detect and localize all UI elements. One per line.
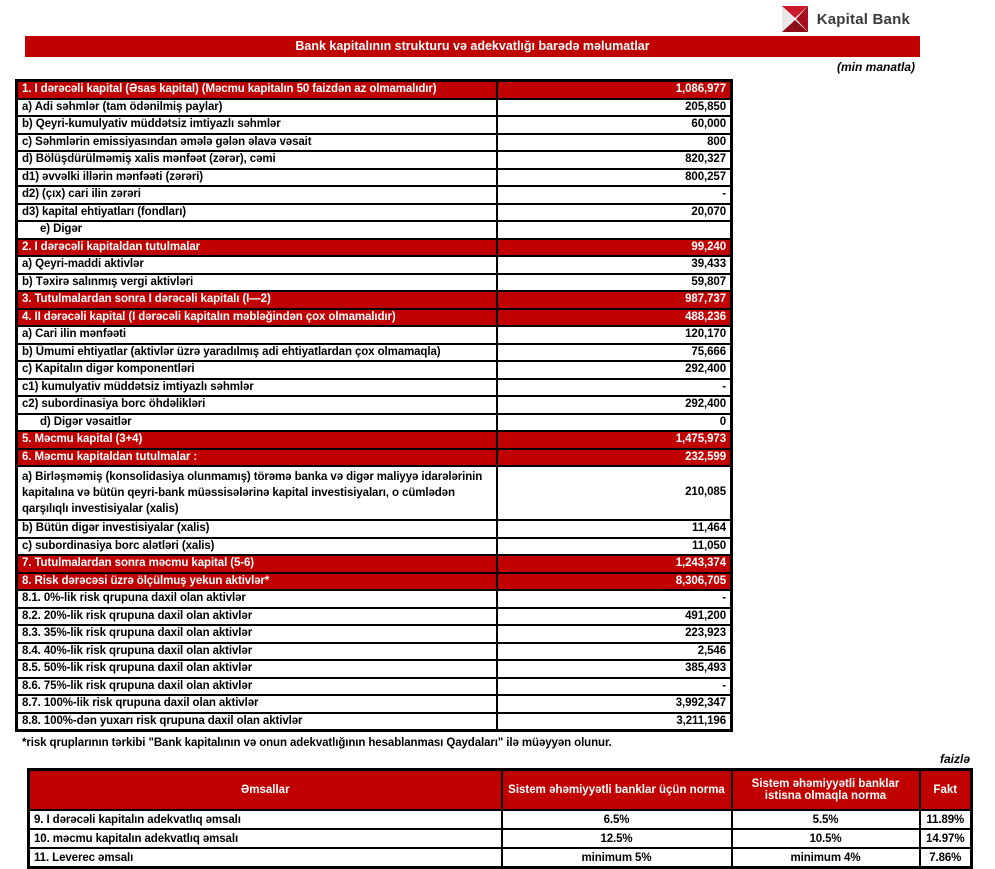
capital-row-value: 205,850 — [497, 99, 732, 117]
capital-item-row — [17, 99, 732, 117]
ratios-header-non-systemic-norm: Sistem əhəmiyyətli banklar istisna olmaqla norma — [732, 770, 920, 811]
capital-row-value: 8,306,705 — [497, 573, 732, 591]
capital-row-label: d3) kapital ehtiyatları (fondları) — [17, 204, 497, 222]
kapital-bank-logo-text: Kapital Bank — [816, 10, 910, 28]
capital-row-value: 20,070 — [497, 204, 732, 222]
capital-row-label: 8.8. 100%-dən yuxarı risk qrupuna daxil olan aktivlər — [17, 713, 497, 731]
capital-row-label: b) Ümumi ehtiyatlar (aktivlər üzrə yaradılmış adi ehtiyatlardan çox olmamaqla) — [17, 344, 497, 362]
ratio-fact: 14.97% — [920, 829, 972, 848]
capital-row-label: d) Digər vəsaitlər — [17, 414, 497, 432]
capital-item-row — [17, 695, 732, 713]
capital-row-value: - — [497, 186, 732, 204]
capital-row-label: 2. I dərəcəli kapitaldan tutulmalar — [17, 239, 497, 257]
capital-row-value: 488,236 — [497, 309, 732, 327]
capital-row-label: a) Birləşməmiş (konsolidasiya olunmamış) törəmə banka və digər maliyyə idarələrinin kapitalına və bütün qeyri-bank müəssisələrinə kapital investisiyaları, o cümlədən qarşılıqlı investisiyalar (xalis) — [17, 466, 497, 520]
report-title: Bank kapitalının strukturu və adekvatlığı barədə məlumatlar — [295, 39, 650, 53]
ratio-norm-systemic: 6.5% — [502, 810, 732, 829]
kapital-bank-logo-icon — [781, 5, 809, 33]
capital-row-label: a) Cari ilin mənfəəti — [17, 326, 497, 344]
ratio-norm-non-systemic: 10.5% — [732, 829, 920, 848]
capital-row-label: c) Səhmlərin emissiyasından əmələ gələn əlavə vəsait — [17, 134, 497, 152]
capital-row-value: - — [497, 379, 732, 397]
capital-section-row — [17, 431, 732, 449]
capital-item-row — [17, 466, 732, 520]
ratio-norm-systemic: 12.5% — [502, 829, 732, 848]
page-header — [0, 0, 995, 36]
ratios-header-systemic-norm: Sistem əhəmiyyətli banklar üçün norma — [502, 770, 732, 811]
ratio-norm-non-systemic: minimum 4% — [732, 848, 920, 868]
capital-section-row — [17, 239, 732, 257]
ratio-label: 11. Leverec əmsalı — [29, 848, 502, 868]
capital-item-row — [17, 256, 732, 274]
capital-item-row — [17, 134, 732, 152]
capital-item-row — [17, 590, 732, 608]
capital-item-row — [17, 608, 732, 626]
capital-item-row — [17, 169, 732, 187]
capital-row-label: a) Adi səhmlər (tam ödənilmiş paylar) — [17, 99, 497, 117]
capital-row-value: 1,086,977 — [497, 81, 732, 99]
capital-row-label: 6. Məcmu kapitaldan tutulmalar : — [17, 449, 497, 467]
capital-item-row — [17, 326, 732, 344]
kapital-bank-logo — [781, 5, 910, 33]
capital-row-value — [497, 221, 732, 239]
ratio-label: 9. I dərəcəli kapitalın adekvatlıq əmsalı — [29, 810, 502, 829]
capital-row-value: 491,200 — [497, 608, 732, 626]
capital-item-row — [17, 625, 732, 643]
capital-row-value: 292,400 — [497, 396, 732, 414]
capital-row-label: 5. Məcmu kapital (3+4) — [17, 431, 497, 449]
capital-row-label: a) Qeyri-maddi aktivlər — [17, 256, 497, 274]
capital-row-label: c) subordinasiya borc alətləri (xalis) — [17, 538, 497, 556]
capital-item-row — [17, 643, 732, 661]
ratio-label: 10. məcmu kapitalın adekvatlıq əmsalı — [29, 829, 502, 848]
ratios-header-fact: Fakt — [920, 770, 972, 811]
capital-row-label: c) Kapitalın digər komponentləri — [17, 361, 497, 379]
capital-row-value: 800,257 — [497, 169, 732, 187]
capital-row-label: d2) (çıx) cari ilin zərəri — [17, 186, 497, 204]
capital-row-value: 120,170 — [497, 326, 732, 344]
unit-note: (min manatla) — [836, 60, 915, 74]
capital-item-row — [17, 713, 732, 731]
capital-row-label: 8.5. 50%-lik risk qrupuna daxil olan aktivlər — [17, 660, 497, 678]
capital-item-row — [17, 379, 732, 397]
capital-row-value: 11,050 — [497, 538, 732, 556]
capital-row-label: 3. Tutulmalardan sonra I dərəcəli kapitalı (I—2) — [17, 291, 497, 309]
capital-row-label: 7. Tutulmalardan sonra məcmu kapital (5-6) — [17, 555, 497, 573]
capital-row-label: 8. Risk dərəcəsi üzrə ölçülmuş yekun aktivlər* — [17, 573, 497, 591]
capital-row-label: 8.1. 0%-lik risk qrupuna daxil olan aktivlər — [17, 590, 497, 608]
capital-row-value: 210,085 — [497, 466, 732, 520]
capital-row-label: c1) kumulyativ müddətsiz imtiyazlı səhmlər — [17, 379, 497, 397]
capital-row-label: b) Təxirə salınmış vergi aktivləri — [17, 274, 497, 292]
capital-item-row — [17, 520, 732, 538]
capital-row-value: 3,211,196 — [497, 713, 732, 731]
ratio-row — [29, 810, 972, 829]
capital-row-value: - — [497, 678, 732, 696]
capital-row-value: 1,243,374 — [497, 555, 732, 573]
capital-row-value: 1,475,973 — [497, 431, 732, 449]
capital-row-value: 39,433 — [497, 256, 732, 274]
capital-section-row — [17, 449, 732, 467]
capital-item-row — [17, 414, 732, 432]
ratio-fact: 7.86% — [920, 848, 972, 868]
ratio-norm-systemic: minimum 5% — [502, 848, 732, 868]
capital-row-value: 820,327 — [497, 151, 732, 169]
capital-section-row — [17, 573, 732, 591]
capital-row-value: 385,493 — [497, 660, 732, 678]
capital-row-value: - — [497, 590, 732, 608]
capital-row-label: 8.2. 20%-lik risk qrupuna daxil olan aktivlər — [17, 608, 497, 626]
capital-section-row — [17, 555, 732, 573]
capital-row-value: 11,464 — [497, 520, 732, 538]
capital-item-row — [17, 660, 732, 678]
capital-row-label: 8.3. 35%-lik risk qrupuna daxil olan aktivlər — [17, 625, 497, 643]
capital-row-value: 2,546 — [497, 643, 732, 661]
capital-item-row — [17, 538, 732, 556]
capital-row-label: b) Qeyri-kumulyativ müddətsiz imtiyazlı səhmlər — [17, 116, 497, 134]
capital-row-value: 232,599 — [497, 449, 732, 467]
capital-row-value: 3,992,347 — [497, 695, 732, 713]
ratios-header-coefficients: Əmsallar — [29, 770, 502, 811]
capital-row-value: 987,737 — [497, 291, 732, 309]
capital-row-label: b) Bütün digər investisiyalar (xalis) — [17, 520, 497, 538]
capital-item-row — [17, 116, 732, 134]
capital-row-value: 75,666 — [497, 344, 732, 362]
capital-row-label: 8.6. 75%-lik risk qrupuna daxil olan aktivlər — [17, 678, 497, 696]
capital-row-label: c2) subordinasiya borc öhdəlikləri — [17, 396, 497, 414]
capital-item-row — [17, 361, 732, 379]
capital-row-value: 292,400 — [497, 361, 732, 379]
ratio-row — [29, 829, 972, 848]
capital-row-label: d) Bölüşdürülməmiş xalis mənfəət (zərər), cəmi — [17, 151, 497, 169]
capital-row-value: 99,240 — [497, 239, 732, 257]
ratio-norm-non-systemic: 5.5% — [732, 810, 920, 829]
capital-item-row — [17, 221, 732, 239]
capital-item-row — [17, 344, 732, 362]
capital-row-value: 800 — [497, 134, 732, 152]
capital-row-value: 60,000 — [497, 116, 732, 134]
capital-row-label: e) Digər — [17, 221, 497, 239]
capital-row-label: d1) əvvəlki illərin mənfəəti (zərəri) — [17, 169, 497, 187]
capital-section-row — [17, 309, 732, 327]
capital-row-value: 0 — [497, 414, 732, 432]
capital-section-row — [17, 81, 732, 99]
report-title-banner — [25, 36, 920, 57]
capital-row-label: 1. I dərəcəli kapital (Əsas kapital) (Məcmu kapitalın 50 faizdən az olmamalıdır) — [17, 81, 497, 99]
risk-groups-footnote: *risk qruplarının tərkibi "Bank kapitalının və onun adekvatlığının hesablanması Qaydaları" ilə müəyyən olunur. — [22, 737, 612, 749]
capital-item-row — [17, 678, 732, 696]
capital-row-label: 8.4. 40%-lik risk qrupuna daxil olan aktivlər — [17, 643, 497, 661]
capital-structure-table — [15, 79, 733, 732]
capital-section-row — [17, 291, 732, 309]
capital-item-row — [17, 274, 732, 292]
ratio-fact: 11.89% — [920, 810, 972, 829]
capital-row-value: 59,807 — [497, 274, 732, 292]
capital-row-label: 4. II dərəcəli kapital (I dərəcəli kapitalın məbləğindən çox olmamalıdır) — [17, 309, 497, 327]
capital-item-row — [17, 186, 732, 204]
capital-row-value: 223,923 — [497, 625, 732, 643]
ratios-header-row — [29, 770, 972, 811]
capital-item-row — [17, 396, 732, 414]
capital-row-label: 8.7. 100%-lik risk qrupuna daxil olan aktivlər — [17, 695, 497, 713]
percent-unit-note: faizlə — [939, 752, 970, 766]
capital-item-row — [17, 204, 732, 222]
capital-item-row — [17, 151, 732, 169]
adequacy-ratios-table — [27, 768, 973, 869]
